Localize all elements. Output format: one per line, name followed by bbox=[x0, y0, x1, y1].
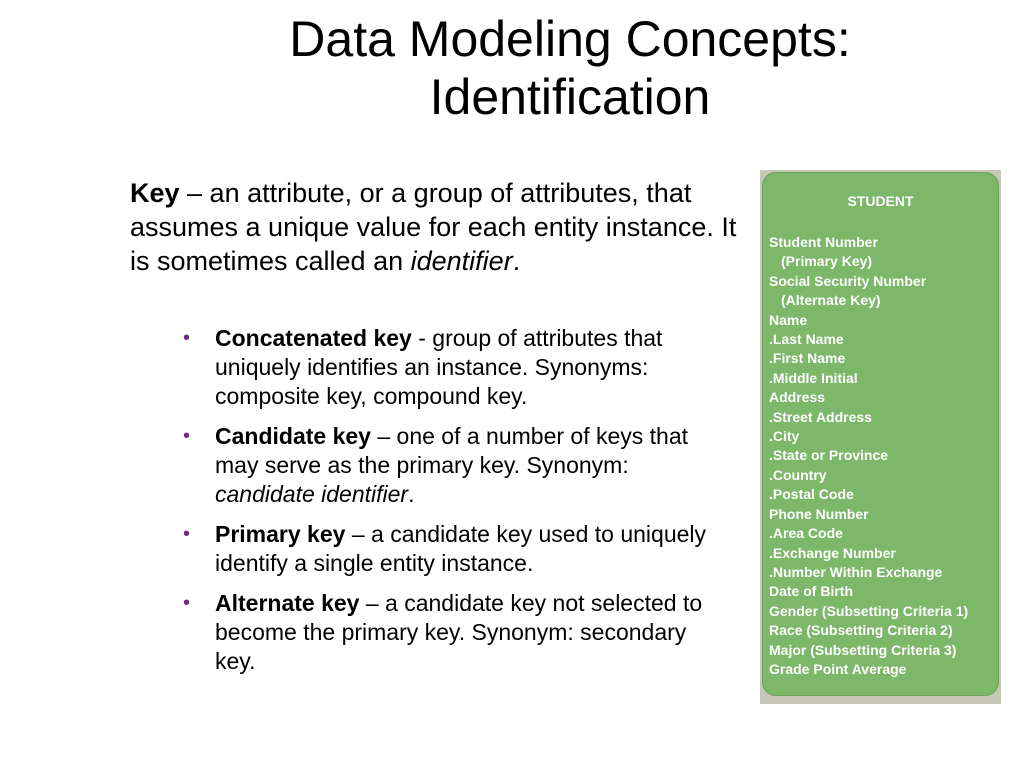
student-entity-figure bbox=[760, 170, 1001, 704]
entity-attribute: .Last Name bbox=[769, 331, 844, 348]
bullet-icon: • bbox=[183, 523, 191, 545]
bullet-text: – a candidate key not selected to become the primary key. Synonym: secondary key. bbox=[215, 590, 703, 674]
slide-title-line-1: Data Modeling Concepts: bbox=[289, 11, 851, 67]
entity-attribute: .Postal Code bbox=[769, 486, 854, 503]
entity-attribute: .Street Address bbox=[769, 408, 872, 425]
key-types-list bbox=[183, 324, 728, 687]
bullet-end: . bbox=[408, 481, 415, 507]
entity-attribute: .City bbox=[769, 428, 800, 445]
entity-attribute-note: (Alternate Key) bbox=[781, 292, 881, 309]
bullet-term: Concatenated key bbox=[215, 325, 412, 351]
student-entity-card bbox=[762, 172, 999, 696]
bullet-icon: • bbox=[183, 327, 191, 349]
list-item-concatenated-key bbox=[183, 324, 728, 411]
entity-attribute: Social Security Number bbox=[769, 272, 927, 289]
bullet-text: – one of a number of keys that may serve as the primary key. Synonym: bbox=[215, 423, 689, 478]
entity-attribute: .First Name bbox=[769, 350, 846, 367]
entity-attribute-note: (Primary Key) bbox=[781, 253, 873, 270]
key-definition-end: . bbox=[512, 246, 521, 276]
bullet-term: Alternate key bbox=[215, 590, 360, 616]
key-definition bbox=[130, 176, 740, 278]
entity-attribute: Major (Subsetting Criteria 3) bbox=[769, 641, 957, 658]
entity-attribute: Gender (Subsetting Criteria 1) bbox=[769, 602, 969, 619]
entity-attribute: Address bbox=[769, 389, 826, 406]
key-definition-italic: identifier bbox=[410, 246, 513, 276]
entity-attribute: .Number Within Exchange bbox=[769, 563, 943, 580]
entity-attribute: Name bbox=[769, 311, 808, 328]
slide-title-line-2: Identification bbox=[429, 69, 711, 125]
entity-attribute: .Country bbox=[769, 466, 827, 483]
entity-title: STUDENT bbox=[847, 193, 914, 209]
entity-attribute: .Area Code bbox=[769, 525, 843, 542]
entity-attribute: .Exchange Number bbox=[769, 544, 896, 561]
entity-attribute: Phone Number bbox=[769, 505, 869, 522]
entity-attribute: Date of Birth bbox=[769, 583, 853, 600]
bullet-italic: candidate identifier bbox=[215, 481, 409, 507]
slide-title bbox=[150, 10, 990, 126]
key-definition-text: – an attribute, or a group of attributes, that assumes a unique value for each entity instance. It is sometimes called an bbox=[130, 178, 737, 276]
entity-attribute-list bbox=[769, 233, 968, 679]
entity-attribute: Student Number bbox=[769, 234, 878, 250]
bullet-icon: • bbox=[183, 425, 191, 447]
bullet-text: - group of attributes that uniquely identifies an instance. Synonyms: composite key, compound key. bbox=[215, 325, 663, 409]
entity-attribute: .State or Province bbox=[769, 447, 889, 464]
bullet-icon: • bbox=[183, 592, 191, 614]
entity-attribute: Grade Point Average bbox=[769, 660, 907, 677]
list-item-primary-key bbox=[183, 520, 728, 578]
list-item-alternate-key bbox=[183, 589, 728, 676]
entity-attribute: .Middle Initial bbox=[769, 369, 858, 386]
bullet-text: – a candidate key used to uniquely identify a single entity instance. bbox=[215, 521, 707, 576]
key-term: Key bbox=[130, 178, 180, 208]
list-item-candidate-key bbox=[183, 422, 728, 509]
bullet-term: Candidate key bbox=[215, 423, 371, 449]
bullet-term: Primary key bbox=[215, 521, 346, 547]
entity-attribute: Race (Subsetting Criteria 2) bbox=[769, 622, 953, 639]
